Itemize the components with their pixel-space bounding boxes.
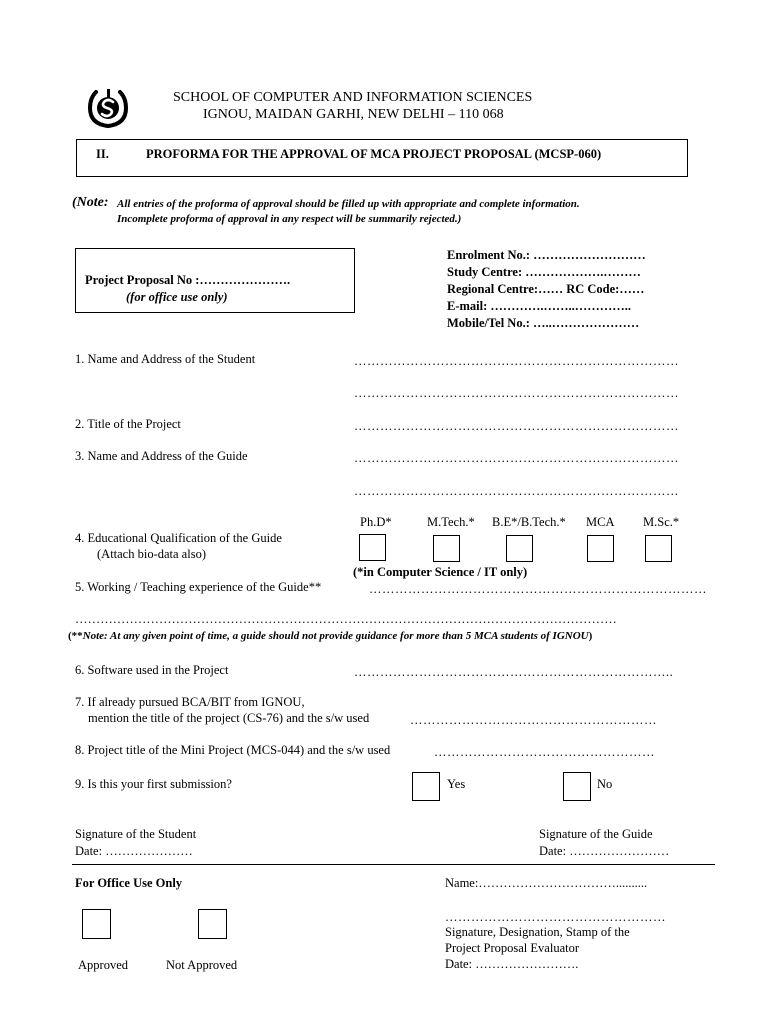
q8-answer-line: …………………………………………… [434,745,655,759]
office-dots-line: …………………………………………… [445,910,666,924]
q3-answer-line-1: ………………………………………………………………… [354,451,679,465]
regional-centre-field: Regional Centre:…… RC Code:…… [447,282,645,296]
student-date: Date: ………………… [75,844,193,858]
header-line-2: IGNOU, MAIDAN GARHI, NEW DELHI – 110 068 [203,107,504,122]
q5-label: 5. Working / Teaching experience of the Guide** [75,580,322,594]
q4-option-mca: MCA [586,515,615,529]
guide-note-text: Note: At any given point of time, a guide should not provide guidance for more than 5 MCA students of IGNOU [82,630,589,642]
approved-label: Approved [78,958,128,972]
q7-label-line-1: 7. If already pursued BCA/BIT from IGNOU, [75,695,305,709]
evaluator-date: Date: ……………………. [445,957,579,971]
q2-answer-line: ………………………………………………………………… [354,419,679,433]
q4-label: 4. Educational Qualification of the Guide [75,531,282,545]
q4-sublabel: (Attach bio-data also) [97,547,206,561]
guide-note [68,630,592,642]
q7-label-line-2: mention the title of the project (CS-76) and the s/w used [88,711,370,725]
q6-label: 6. Software used in the Project [75,663,229,677]
office-divider [72,864,715,865]
evaluator-signature-line-2: Project Proposal Evaluator [445,941,579,955]
q4-option-msc: M.Sc.* [643,515,680,529]
q5-answer-line-2: ………………………………………………………………………………………………………………… [75,612,617,626]
email-field: E-mail: ………….……..………….. [447,299,632,313]
proposal-office-use: (for office use only) [126,290,228,304]
not-approved-checkbox[interactable] [198,909,227,939]
q1-label: 1. Name and Address of the Student [75,352,256,366]
q5-answer-line-1: …………………………………………………………………… [369,582,707,596]
q2-label: 2. Title of the Project [75,417,181,431]
q4-option-phd: Ph.D* [360,515,392,529]
guide-signature-label: Signature of the Guide [539,827,653,841]
proposal-number: Project Proposal No :…………………. [85,273,291,287]
evaluator-signature-line-1: Signature, Designation, Stamp of the [445,925,630,939]
q1-answer-line-1: ………………………………………………………………… [354,354,679,368]
mobile-field: Mobile/Tel No.: …..………………… [447,316,640,330]
q9-no-checkbox[interactable] [563,772,591,801]
not-approved-label: Not Approved [166,958,238,972]
q3-label: 3. Name and Address of the Guide [75,449,248,463]
q4-checkbox-msc[interactable] [645,535,672,562]
note-lead: (Note: [72,195,109,210]
q4-checkbox-be-btech[interactable] [506,535,533,562]
q4-option-be-btech: B.E*/B.Tech.* [492,515,566,529]
q7-answer-line: ………………………………………………… [410,713,657,727]
approved-checkbox[interactable] [82,909,111,939]
q3-answer-line-2: ………………………………………………………………… [354,484,679,498]
q4-checkbox-mca[interactable] [587,535,614,562]
study-centre-field: Study Centre: ……………….……… [447,265,641,279]
note-line-2: Incomplete proforma of approval in any respect will be summarily rejected.) [117,213,462,225]
q4-option-mtech: M.Tech.* [427,515,475,529]
title-numeral: II. [96,147,109,161]
q4-checkbox-mtech[interactable] [433,535,460,562]
q9-yes-label: Yes [447,777,466,791]
q4-note: (*in Computer Science / IT only) [353,565,528,579]
guide-note-lead: (** [68,630,83,642]
student-signature-label: Signature of the Student [75,827,197,841]
office-name-field: Name:…………………………….......... [445,876,648,890]
q9-no-label: No [597,777,613,791]
note-line-1: All entries of the proforma of approval should be filled up with appropriate and complete information. [117,198,580,210]
guide-date: Date: …………………… [539,844,670,858]
office-heading: For Office Use Only [75,876,183,890]
q1-answer-line-2: ………………………………………………………………… [354,386,679,400]
q4-checkbox-phd[interactable] [359,534,386,561]
q9-yes-checkbox[interactable] [412,772,440,801]
header-line-1: SCHOOL OF COMPUTER AND INFORMATION SCIENCES [173,90,533,105]
title-text: PROFORMA FOR THE APPROVAL OF MCA PROJECT PROPOSAL (MCSP-060) [146,147,602,161]
enrolment-field: Enrolment No.: ……………………… [447,248,646,262]
q9-label: 9. Is this your first submission? [75,777,232,791]
q8-label: 8. Project title of the Mini Project (MCS-044) and the s/w used [75,743,391,757]
guide-note-end: ) [588,630,593,642]
ignou-logo [88,86,128,130]
q6-answer-line: ……………………………………………………………….. [354,665,674,679]
